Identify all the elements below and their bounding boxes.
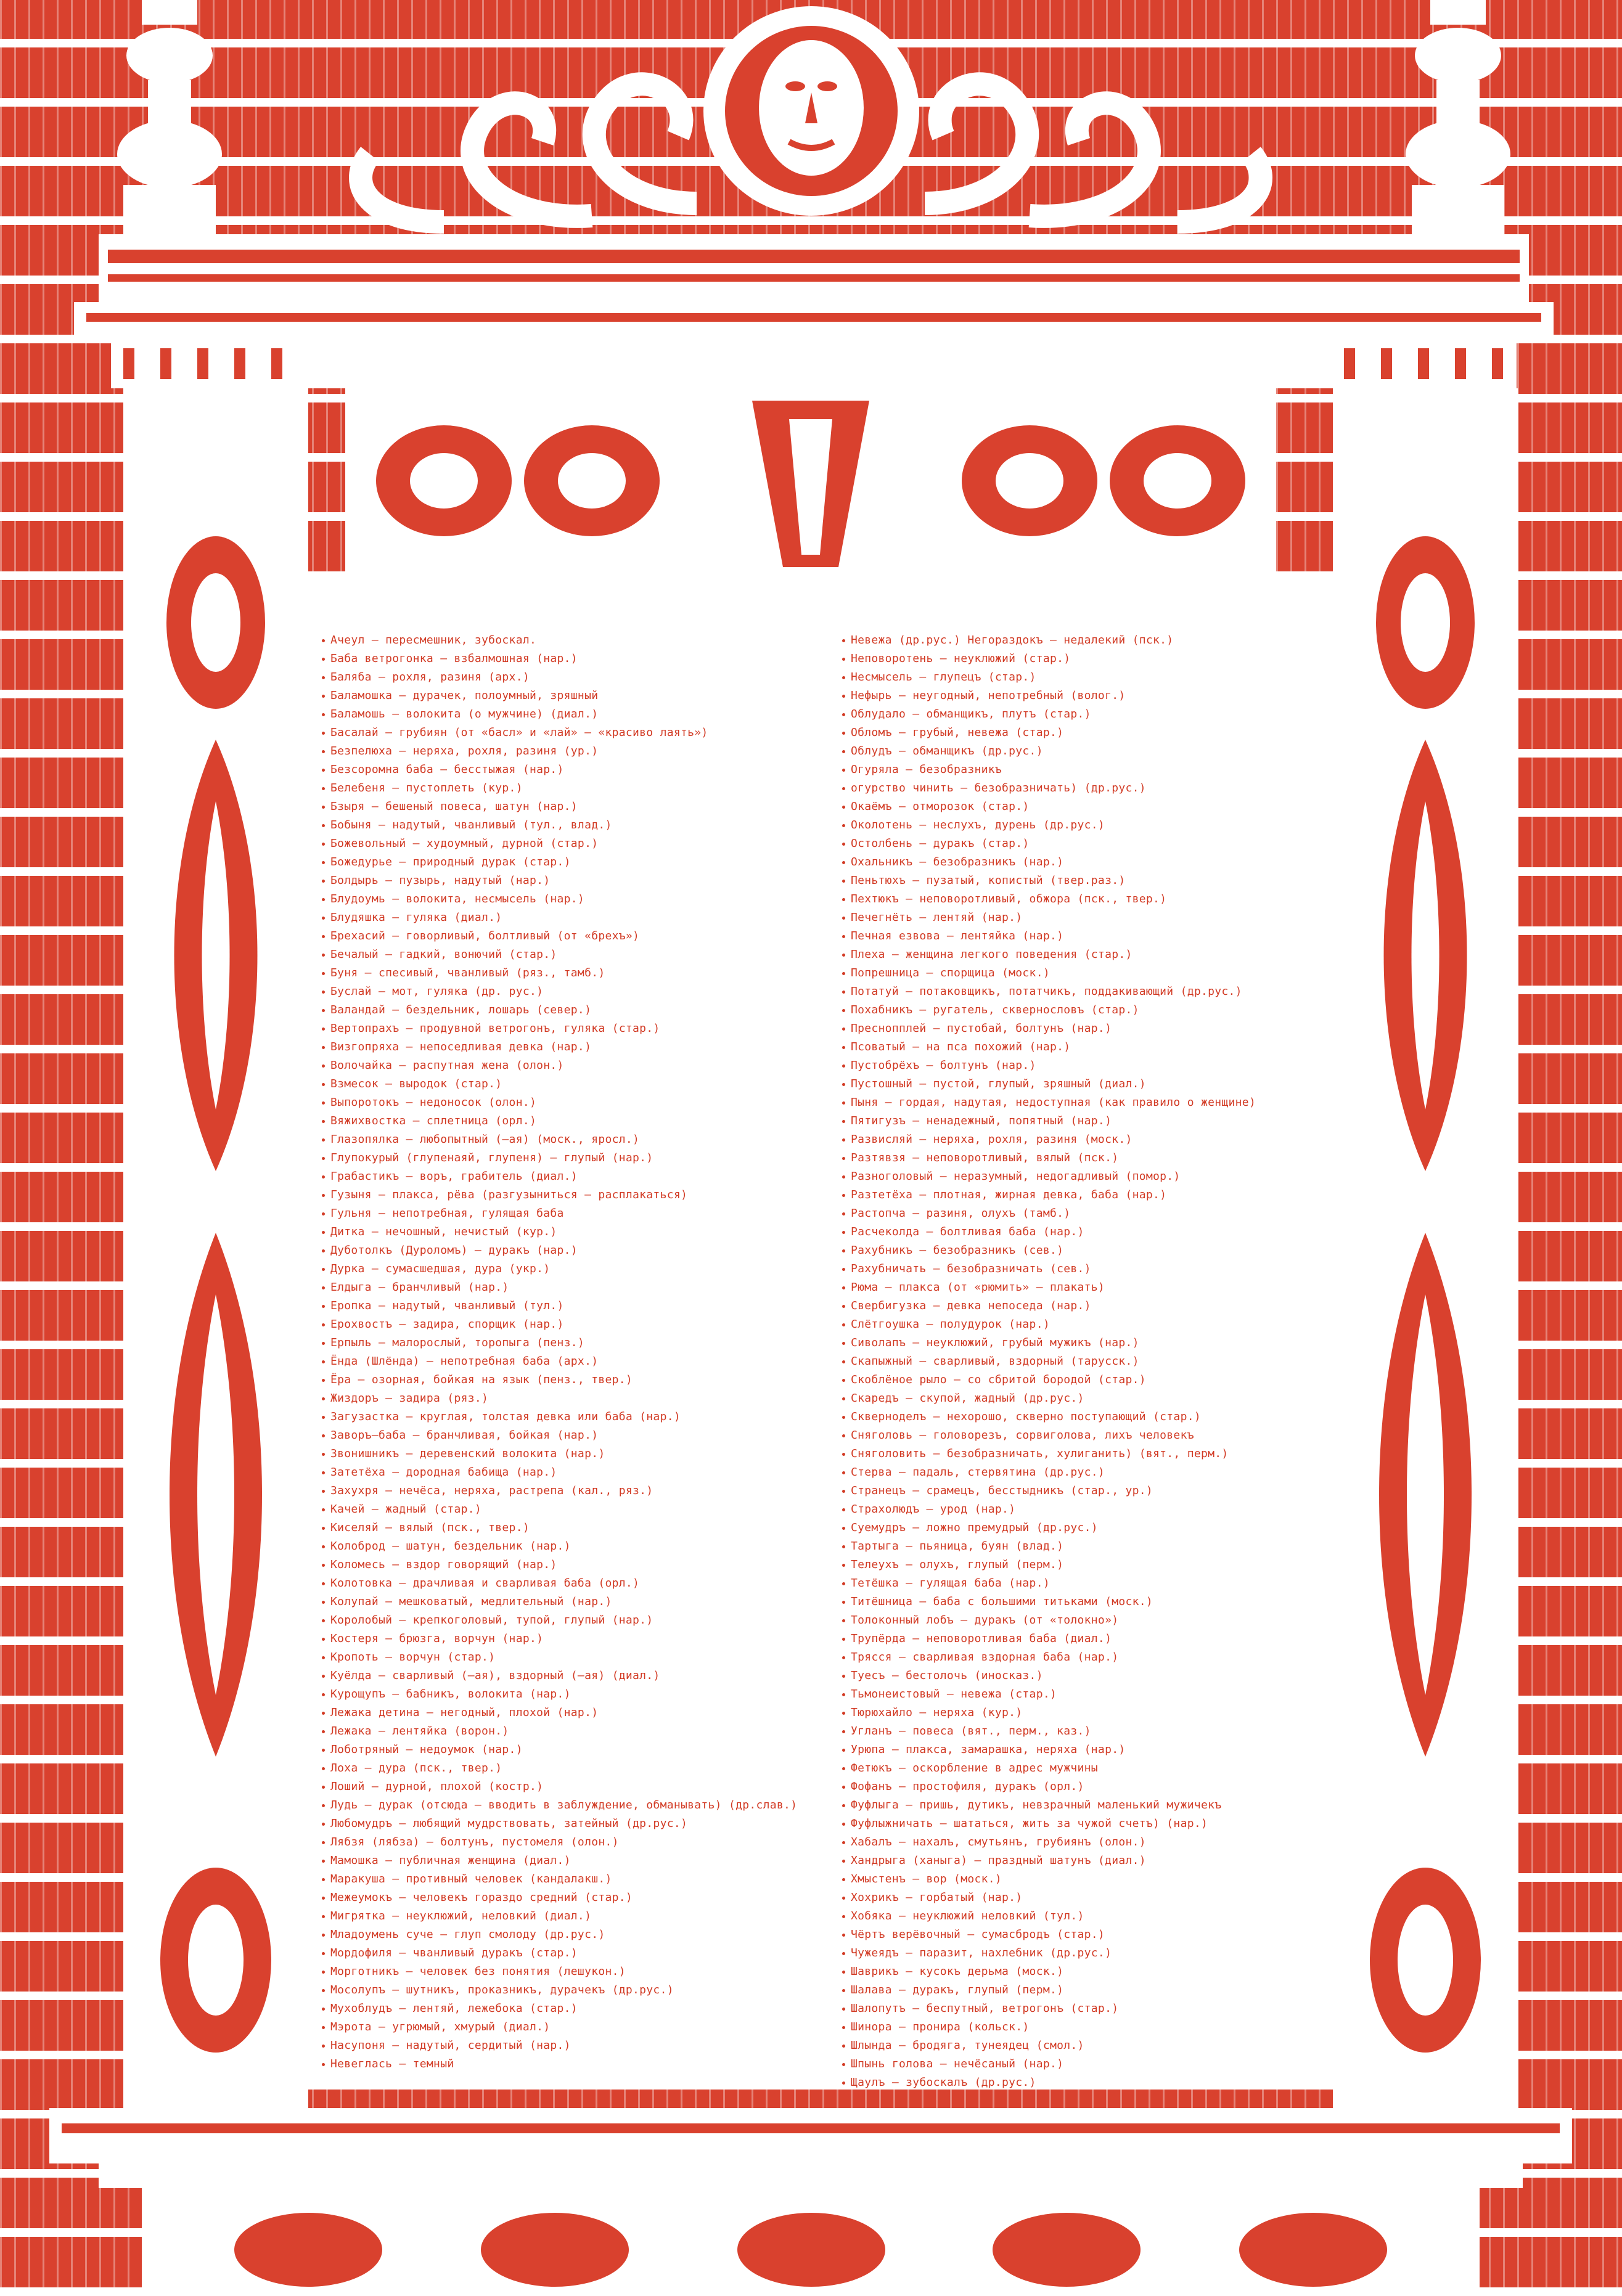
glossary-entry: Неповоротень – неуклюжий (стар.) (842, 650, 1329, 668)
glossary-entry: Трясся – сварливая вздорная баба (нар.) (842, 1648, 1329, 1667)
glossary-entry: Ерпыль – малорослый, торопыга (пенз.) (322, 1334, 820, 1352)
glossary-left-column (322, 631, 820, 2073)
glossary-entry: Мухоблудъ – лентяй, лежебока (стар.) (322, 2000, 820, 2018)
glossary-entry: Растопча – разиня, олухъ (тамб.) (842, 1204, 1329, 1223)
glossary-entry: Хобяка – неуклюжий неловкий (тул.) (842, 1907, 1329, 1926)
glossary-entry: Буслай – мот, гуляка (др. рус.) (322, 983, 820, 1001)
glossary-entry: Любомудръ – любящий мудрствовать, затейный (др.рус.) (322, 1815, 820, 1833)
glossary-entry: Остолбень – дуракъ (стар.) (842, 835, 1329, 853)
glossary-entry: Лоха – дура (пск., твер.) (322, 1759, 820, 1778)
glossary-entry: Плеха – женщина легкого поведения (стар.) (842, 946, 1329, 964)
glossary-entry: Сняголовить – безобразничать, хулиганить) (вят., перм.) (842, 1445, 1329, 1463)
glossary-entry: Колотовка – драчливая и сварливая баба (орл.) (322, 1574, 820, 1593)
glossary-entry: Жиздоръ – задира (ряз.) (322, 1389, 820, 1408)
glossary-entry: Преснопплей – пустобай, болтунъ (нар.) (842, 1019, 1329, 1038)
glossary-entry: Толоконный лобъ – дуракъ (от «толокно») (842, 1611, 1329, 1630)
glossary-entry: Облудъ – обманщикъ (др.рус.) (842, 742, 1329, 761)
glossary-entry: Пустошный – пустой, глупый, зряшный (диал.) (842, 1075, 1329, 1093)
glossary-entry: Похабникъ – ругатель, сквернословъ (стар.) (842, 1001, 1329, 1019)
glossary-entry: Шаврикъ – кусокъ дерьма (моск.) (842, 1963, 1329, 1981)
glossary-entry: Баламошка – дурачек, полоумный, зряшный (322, 687, 820, 705)
glossary-entry: Выпоротокъ – недоносок (олон.) (322, 1093, 820, 1112)
glossary-entry: Огуряла – безобразникъ (842, 761, 1329, 779)
glossary-entry: Болдырь – пузырь, надутый (нар.) (322, 872, 820, 890)
glossary-entry: Скверноделъ – нехорошо, скверно поступающий (стар.) (842, 1408, 1329, 1426)
glossary-entry: Глазопялка – любопытный (–ая) (моск., яросл.) (322, 1130, 820, 1149)
glossary-entry: Насупоня – надутый, сердитый (нар.) (322, 2037, 820, 2055)
glossary-entry: Колоброд – шатун, бездельник (нар.) (322, 1537, 820, 1556)
glossary-entry: Печегнёть – лентяй (нар.) (842, 909, 1329, 927)
glossary-entry: Скоблёное рыло – со сбритой бородой (стар.) (842, 1371, 1329, 1389)
glossary-entry: Сиволапъ – неуклюжий, грубый мужикъ (нар.) (842, 1334, 1329, 1352)
glossary-entry: Качей – жадный (стар.) (322, 1500, 820, 1519)
glossary-entry: Басалай – грубиян (от «басл» и «лай» – «красиво лаять») (322, 724, 820, 742)
glossary-entry: Безпелюха – неряха, рохля, разиня (ур.) (322, 742, 820, 761)
glossary-entry: Мосолупъ – шутникъ, проказникъ, дурачекъ (др.рус.) (322, 1981, 820, 2000)
glossary-entry: Окаёмъ – отморозок (стар.) (842, 798, 1329, 816)
glossary-entry: Блудоумь – волокита, несмысель (нар.) (322, 890, 820, 909)
glossary-entry: Шлында – бродяга, тунеядец (смол.) (842, 2037, 1329, 2055)
glossary-entry: Тартыга – пьяница, буян (влад.) (842, 1537, 1329, 1556)
glossary-entry: Тьмонеистовый – невежа (стар.) (842, 1685, 1329, 1704)
glossary-entry: Заворъ–баба – бранчливая, бойкая (нар.) (322, 1426, 820, 1445)
glossary-entry: Визгопряха – непоседливая девка (нар.) (322, 1038, 820, 1056)
glossary-entry: Пятигузъ – ненадежный, попятный (нар.) (842, 1112, 1329, 1130)
cornice-top (99, 234, 1529, 302)
glossary-entry: Свербигузка – девка непоседа (нар.) (842, 1297, 1329, 1315)
glossary-entry: Фетюкъ – оскорбление в адрес мужчины (842, 1759, 1329, 1778)
glossary-right-column (842, 631, 1329, 2092)
glossary-entry: Пеньтюхъ – пузатый, копистый (твер.раз.) (842, 872, 1329, 890)
glossary-entry: Блудяшка – гуляка (диал.) (322, 909, 820, 927)
glossary-entry: Угланъ – повеса (вят., перм., каз.) (842, 1722, 1329, 1741)
glossary-entry: Лежака детина – негодный, плохой (нар.) (322, 1704, 820, 1722)
glossary-entry: Хохрикъ – горбатый (нар.) (842, 1889, 1329, 1907)
glossary-entry: Мордофиля – чванливый дуракъ (стар.) (322, 1944, 820, 1963)
glossary-entry: Волочайка – распутная жена (олон.) (322, 1056, 820, 1075)
glossary-entry: Елдыга – бранчливый (нар.) (322, 1278, 820, 1297)
glossary-entry: Чёртъ верёвочный – сумасбродъ (стар.) (842, 1926, 1329, 1944)
glossary-entry: Баламошь – волокита (о мужчине) (диал.) (322, 705, 820, 724)
glossary-entry: Глупокурый (глупенаяй, глупеня) – глупый (нар.) (322, 1149, 820, 1167)
glossary-entry: Вертопрахъ – продувной ветрогонъ, гуляка (стар.) (322, 1019, 820, 1038)
glossary-entry: Шинора – пронира (кольск.) (842, 2018, 1329, 2037)
glossary-entry: Ачеул – пересмешник, зубоскал. (322, 631, 820, 650)
glossary-entry: Странецъ – срамецъ, бесстыдникъ (стар., ур.) (842, 1482, 1329, 1500)
glossary-entry: Ёнда (Шлёнда) – непотребная баба (арх.) (322, 1352, 820, 1371)
glossary-entry: Суемудръ – ложно премудрый (др.рус.) (842, 1519, 1329, 1537)
glossary-entry: Ёра – озорная, бойкая на язык (пенз., твер.) (322, 1371, 820, 1389)
glossary-entry: Вяжихвостка – сплетница (орл.) (322, 1112, 820, 1130)
glossary-entry: Мигрятка – неуклюжий, неловкий (диал.) (322, 1907, 820, 1926)
glossary-entry: Рахубничать – безобразничать (сев.) (842, 1260, 1329, 1278)
glossary-entry: Мэрота – угрюмый, хмурый (диал.) (322, 2018, 820, 2037)
glossary-entry: Рюма – плакса (от «рюмить» – плакать) (842, 1278, 1329, 1297)
glossary-entry: Бечалый – гадкий, вонючий (стар.) (322, 946, 820, 964)
glossary-entry: Расчеколда – болтливая баба (нар.) (842, 1223, 1329, 1241)
glossary-entry: Божевольный – худоумный, дурной (стар.) (322, 835, 820, 853)
glossary-entry: Попрешница – спорщица (моск.) (842, 964, 1329, 983)
window-sill (49, 2108, 1572, 2163)
glossary-entry: Слётгоушка – полудурок (нар.) (842, 1315, 1329, 1334)
glossary-entry: Куёлда – сварливый (–ая), вздорный (–ая) (диал.) (322, 1667, 820, 1685)
glossary-entry: Кропоть – ворчун (стар.) (322, 1648, 820, 1667)
glossary-entry: Мамошка – публичная женщина (диал.) (322, 1852, 820, 1870)
glossary-entry: Страхолюдъ – урод (нар.) (842, 1500, 1329, 1519)
glossary-entry: Затетёха – дородная бабища (нар.) (322, 1463, 820, 1482)
glossary-entry: Бобыня – надутый, чванливый (тул., влад.) (322, 816, 820, 835)
glossary-entry: Скапыжный – сварливый, вздорный (тарусск.) (842, 1352, 1329, 1371)
crown-medallion (703, 6, 919, 216)
glossary-entry: Тетёшка – гулящая баба (нар.) (842, 1574, 1329, 1593)
glossary-entry: Тюрюхайло – неряха (кур.) (842, 1704, 1329, 1722)
glossary-entry: Дитка – нечошный, нечистый (кур.) (322, 1223, 820, 1241)
glossary-entry: Несмысель – глупецъ (стар.) (842, 668, 1329, 687)
glossary-entry: Гульня – непотребная, гулящая баба (322, 1204, 820, 1223)
glossary-entry: Облудало – обманщикъ, плутъ (стар.) (842, 705, 1329, 724)
glossary-entry: Ерохвостъ – задира, спорщик (нар.) (322, 1315, 820, 1334)
glossary-entry: Морготникъ – человек без понятия (лешукон.) (322, 1963, 820, 1981)
glossary-entry: Шалопутъ – беспутный, ветрогонъ (стар.) (842, 2000, 1329, 2018)
glossary-entry: Лоший – дурной, плохой (костр.) (322, 1778, 820, 1796)
glossary-entry: Нефырь – неугодный, непотребный (волог.) (842, 687, 1329, 705)
glossary-entry: Стерва – падаль, стервятина (др.рус.) (842, 1463, 1329, 1482)
glossary-entry: Взмесок – выродок (стар.) (322, 1075, 820, 1093)
glossary-entry: Колупай – мешковатый, медлительный (нар.) (322, 1593, 820, 1611)
glossary-entry: Гузыня – плакса, рёва (разгузыниться – расплакаться) (322, 1186, 820, 1204)
glossary-entry: Невеглась – темный (322, 2055, 820, 2073)
glossary-entry: Лябзя (лябза) – болтунъ, пустомеля (олон.) (322, 1833, 820, 1852)
glossary-entry: Шалава – дуракъ, глупый (перм.) (842, 1981, 1329, 2000)
glossary-entry: Бзыря – бешеный повеса, шатун (нар.) (322, 798, 820, 816)
glossary-entry: Хабалъ – нахалъ, смутьянъ, грубиянъ (олон.) (842, 1833, 1329, 1852)
glossary-entry: Сняголовь – головорезъ, сорвиголова, лихъ человекъ (842, 1426, 1329, 1445)
glossary-entry: Чужеядъ – паразит, нахлебник (др.рус.) (842, 1944, 1329, 1963)
glossary-entry: Невежа (др.рус.) Негораздокъ – недалекий (пск.) (842, 631, 1329, 650)
glossary-entry: Баба ветрогонка – взбалмошная (нар.) (322, 650, 820, 668)
glossary-entry: Разтявзя – неповоротливый, вялый (пск.) (842, 1149, 1329, 1167)
glossary-entry: Титёшница – баба с большими титьками (моск.) (842, 1593, 1329, 1611)
glossary-entry: Межеумокъ – человекъ гораздо средний (стар.) (322, 1889, 820, 1907)
glossary-entry: Трупёрда – неповоротливая баба (диал.) (842, 1630, 1329, 1648)
glossary-entry: Безсоромна баба – бесстыжая (нар.) (322, 761, 820, 779)
glossary-entry: Захухря – нечёса, неряха, растрепа (кал., ряз.) (322, 1482, 820, 1500)
glossary-entry: Потатуй – потаковщикъ, потатчикъ, поддакивающий (др.рус.) (842, 983, 1329, 1001)
glossary-entry: Урюпа – плакса, замарашка, неряха (нар.) (842, 1741, 1329, 1759)
glossary-entry: Фуфлыга – пришь, дутикъ, невзрачный маленький мужичекъ (842, 1796, 1329, 1815)
glossary-entry: Божедурье – природный дурак (стар.) (322, 853, 820, 872)
glossary-entry: Печная езвова – лентяйка (нар.) (842, 927, 1329, 946)
glossary-entry: Телеухъ – олухъ, глупый (перм.) (842, 1556, 1329, 1574)
glossary-panel (308, 579, 1333, 2090)
glossary-entry: Разноголовый – неразумный, недогадливый (помор.) (842, 1167, 1329, 1186)
glossary-entry: Королобый – крепкоголовый, тупой, глупый (нар.) (322, 1611, 820, 1630)
glossary-entry: Баляба – рохля, разиня (арх.) (322, 668, 820, 687)
glossary-entry: Развисляй – неряха, рохля, разиня (моск.) (842, 1130, 1329, 1149)
glossary-entry: Рахубникъ – безобразникъ (сев.) (842, 1241, 1329, 1260)
glossary-entry: Хмыстенъ – вор (моск.) (842, 1870, 1329, 1889)
glossary-entry: Лудь – дурак (отсюда – вводить в заблуждение, обманывать) (др.слав.) (322, 1796, 820, 1815)
glossary-entry: Пехтюкъ – неповоротливый, обжора (пск., твер.) (842, 890, 1329, 909)
glossary-entry: Младоумень суче – глуп смолоду (др.рус.) (322, 1926, 820, 1944)
glossary-entry: Скаредъ – скупой, жадный (др.рус.) (842, 1389, 1329, 1408)
glossary-entry: Фофанъ – простофиля, дуракъ (орл.) (842, 1778, 1329, 1796)
glossary-entry: Шпынь голова – нечёсаный (нар.) (842, 2055, 1329, 2073)
glossary-entry: Брехасий – говорливый, болтливый (от «брехъ») (322, 927, 820, 946)
glossary-entry: Туесъ – бестолочь (иносказ.) (842, 1667, 1329, 1685)
glossary-entry: Буня – спесивый, чванливый (ряз., тамб.) (322, 964, 820, 983)
glossary-entry: Киселяй – вялый (пск., твер.) (322, 1519, 820, 1537)
glossary-entry: Курощупъ – бабникъ, волокита (нар.) (322, 1685, 820, 1704)
glossary-entry: Пыня – гордая, надутая, недоступная (как правило о женщине) (842, 1093, 1329, 1112)
glossary-entry: Разтетёха – плотная, жирная девка, баба (нар.) (842, 1186, 1329, 1204)
glossary-entry: Костеря – брюзга, ворчун (нар.) (322, 1630, 820, 1648)
glossary-entry: Белебеня – пустоплеть (кур.) (322, 779, 820, 798)
glossary-entry: Маракуша – противный человек (кандалакш.) (322, 1870, 820, 1889)
glossary-entry: Дурка – сумасшедшая, дура (укр.) (322, 1260, 820, 1278)
glossary-entry: Обломъ – грубый, невежа (стар.) (842, 724, 1329, 742)
glossary-entry: Загузастка – круглая, толстая девка или баба (нар.) (322, 1408, 820, 1426)
glossary-entry: Пустобрёхъ – болтунъ (нар.) (842, 1056, 1329, 1075)
glossary-entry: Лежака – лентяйка (ворон.) (322, 1722, 820, 1741)
glossary-entry: Псоватый – на пса похожий (нар.) (842, 1038, 1329, 1056)
glossary-entry: Еропка – надутый, чванливый (тул.) (322, 1297, 820, 1315)
glossary-entry: Лоботряный – недоумок (нар.) (322, 1741, 820, 1759)
glossary-entry: Охальникъ – безобразникъ (нар.) (842, 853, 1329, 872)
glossary-entry: Околотень – неслухъ, дурень (др.рус.) (842, 816, 1329, 835)
glossary-entry: Грабастикъ – воръ, грабитель (диал.) (322, 1167, 820, 1186)
glossary-entry: Звонишникъ – деревенский волокита (нар.) (322, 1445, 820, 1463)
glossary-entry: Фуфлыжничать – шататься, жить за чужой счетъ) (нар.) (842, 1815, 1329, 1833)
glossary-entry: Дуботолкъ (Дуроломъ) – дуракъ (нар.) (322, 1241, 820, 1260)
glossary-entry: Хандрыга (ханыга) – праздный шатунъ (диал.) (842, 1852, 1329, 1870)
glossary-entry: Валандай – бездельник, лошарь (север.) (322, 1001, 820, 1019)
glossary-entry: огурство чинить – безобразничать) (др.рус.) (842, 779, 1329, 798)
glossary-entry: Щаулъ – зубоскалъ (др.рус.) (842, 2073, 1329, 2092)
glossary-entry: Коломесь – вздор говорящий (нар.) (322, 1556, 820, 1574)
